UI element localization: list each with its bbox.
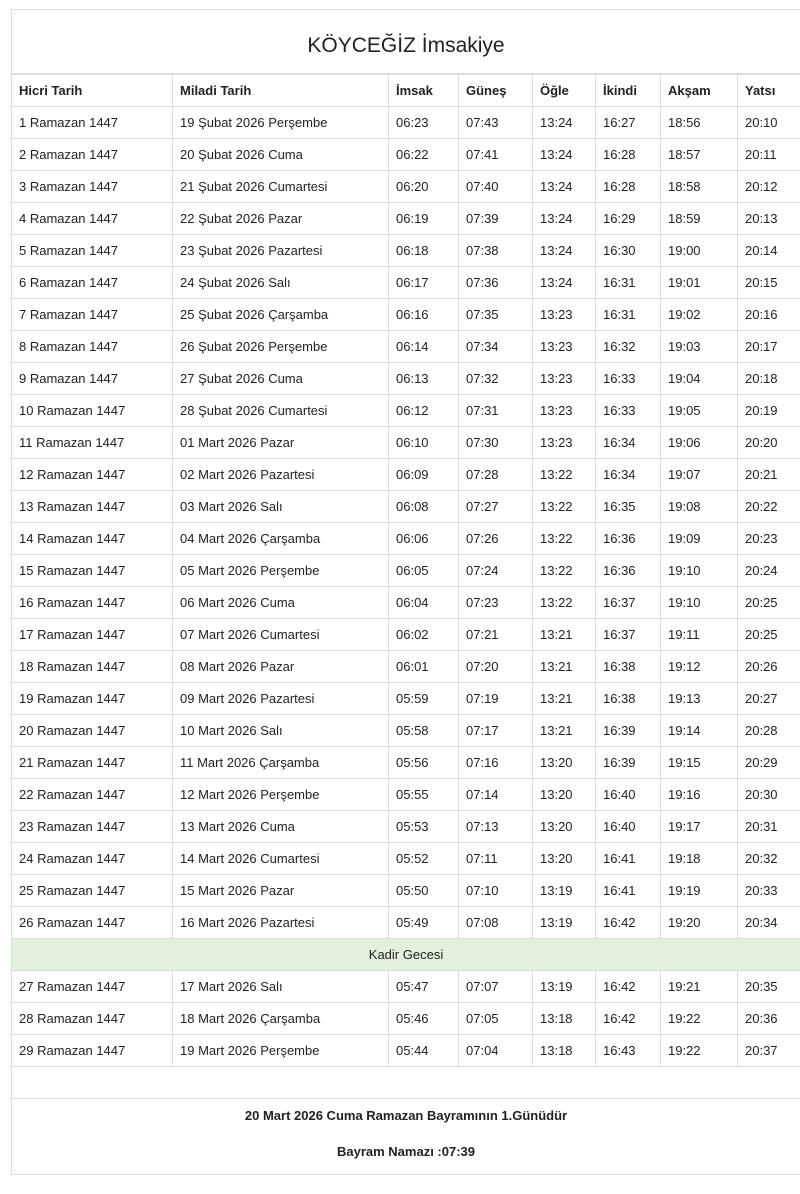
ikindi-time-cell: 16:37 <box>596 619 661 651</box>
miladi-date-cell: 06 Mart 2026 Cuma <box>173 587 389 619</box>
miladi-date-cell: 11 Mart 2026 Çarşamba <box>173 747 389 779</box>
hicri-date-cell: 14 Ramazan 1447 <box>12 523 173 555</box>
gunes-time-cell: 07:14 <box>459 779 533 811</box>
miladi-date-cell: 16 Mart 2026 Pazartesi <box>173 907 389 939</box>
imsak-time-cell: 06:08 <box>389 491 459 523</box>
table-row <box>12 523 800 555</box>
ogle-time-cell: 13:24 <box>533 171 596 203</box>
hicri-date-cell: 16 Ramazan 1447 <box>12 587 173 619</box>
aksam-time-cell: 18:59 <box>661 203 738 235</box>
imsak-time-cell: 06:19 <box>389 203 459 235</box>
column-header-yatsi: Yatsı <box>738 74 800 107</box>
imsak-time-cell: 05:59 <box>389 683 459 715</box>
footer <box>12 1099 800 1169</box>
table-row <box>12 459 800 491</box>
aksam-time-cell: 18:57 <box>661 139 738 171</box>
hicri-date-cell: 18 Ramazan 1447 <box>12 651 173 683</box>
miladi-date-cell: 04 Mart 2026 Çarşamba <box>173 523 389 555</box>
imsak-time-cell: 06:16 <box>389 299 459 331</box>
gunes-time-cell: 07:28 <box>459 459 533 491</box>
table-row <box>12 235 800 267</box>
ogle-time-cell: 13:23 <box>533 427 596 459</box>
gunes-time-cell: 07:10 <box>459 875 533 907</box>
imsak-time-cell: 06:13 <box>389 363 459 395</box>
table-row <box>12 843 800 875</box>
imsak-time-cell: 05:56 <box>389 747 459 779</box>
table-row <box>12 171 800 203</box>
hicri-date-cell: 15 Ramazan 1447 <box>12 555 173 587</box>
ikindi-time-cell: 16:33 <box>596 363 661 395</box>
aksam-time-cell: 19:14 <box>661 715 738 747</box>
ikindi-time-cell: 16:32 <box>596 331 661 363</box>
column-header-ikindi: İkindi <box>596 74 661 107</box>
imsak-time-cell: 06:06 <box>389 523 459 555</box>
hicri-date-cell: 17 Ramazan 1447 <box>12 619 173 651</box>
column-header-miladi: Miladi Tarih <box>173 74 389 107</box>
ogle-time-cell: 13:21 <box>533 715 596 747</box>
hicri-date-cell: 19 Ramazan 1447 <box>12 683 173 715</box>
ogle-time-cell: 13:23 <box>533 395 596 427</box>
ikindi-time-cell: 16:39 <box>596 747 661 779</box>
hicri-date-cell: 27 Ramazan 1447 <box>12 971 173 1003</box>
yatsi-time-cell: 20:19 <box>738 395 800 427</box>
aksam-time-cell: 19:03 <box>661 331 738 363</box>
hicri-date-cell: 25 Ramazan 1447 <box>12 875 173 907</box>
ogle-time-cell: 13:18 <box>533 1003 596 1035</box>
yatsi-time-cell: 20:37 <box>738 1035 800 1067</box>
aksam-time-cell: 18:58 <box>661 171 738 203</box>
aksam-time-cell: 19:19 <box>661 875 738 907</box>
aksam-time-cell: 19:11 <box>661 619 738 651</box>
yatsi-time-cell: 20:16 <box>738 299 800 331</box>
hicri-date-cell: 10 Ramazan 1447 <box>12 395 173 427</box>
imsak-time-cell: 06:23 <box>389 107 459 139</box>
aksam-time-cell: 19:00 <box>661 235 738 267</box>
yatsi-time-cell: 20:15 <box>738 267 800 299</box>
ikindi-time-cell: 16:28 <box>596 139 661 171</box>
ogle-time-cell: 13:23 <box>533 299 596 331</box>
hicri-date-cell: 28 Ramazan 1447 <box>12 1003 173 1035</box>
table-row <box>12 875 800 907</box>
miladi-date-cell: 18 Mart 2026 Çarşamba <box>173 1003 389 1035</box>
hicri-date-cell: 9 Ramazan 1447 <box>12 363 173 395</box>
imsak-time-cell: 05:49 <box>389 907 459 939</box>
imsak-time-cell: 06:02 <box>389 619 459 651</box>
gunes-time-cell: 07:32 <box>459 363 533 395</box>
hicri-date-cell: 2 Ramazan 1447 <box>12 139 173 171</box>
ikindi-time-cell: 16:42 <box>596 907 661 939</box>
yatsi-time-cell: 20:20 <box>738 427 800 459</box>
yatsi-time-cell: 20:31 <box>738 811 800 843</box>
miladi-date-cell: 14 Mart 2026 Cumartesi <box>173 843 389 875</box>
ogle-time-cell: 13:20 <box>533 843 596 875</box>
hicri-date-cell: 13 Ramazan 1447 <box>12 491 173 523</box>
table-header-row <box>12 74 800 107</box>
ikindi-time-cell: 16:35 <box>596 491 661 523</box>
imsak-time-cell: 06:01 <box>389 651 459 683</box>
miladi-date-cell: 03 Mart 2026 Salı <box>173 491 389 523</box>
aksam-time-cell: 19:13 <box>661 683 738 715</box>
ogle-time-cell: 13:21 <box>533 619 596 651</box>
table-row <box>12 299 800 331</box>
miladi-date-cell: 17 Mart 2026 Salı <box>173 971 389 1003</box>
imsak-time-cell: 06:04 <box>389 587 459 619</box>
ogle-time-cell: 13:22 <box>533 587 596 619</box>
yatsi-time-cell: 20:25 <box>738 619 800 651</box>
hicri-date-cell: 11 Ramazan 1447 <box>12 427 173 459</box>
ikindi-time-cell: 16:42 <box>596 1003 661 1035</box>
aksam-time-cell: 19:04 <box>661 363 738 395</box>
imsak-time-cell: 05:44 <box>389 1035 459 1067</box>
miladi-date-cell: 01 Mart 2026 Pazar <box>173 427 389 459</box>
yatsi-time-cell: 20:30 <box>738 779 800 811</box>
ogle-time-cell: 13:23 <box>533 331 596 363</box>
ikindi-time-cell: 16:29 <box>596 203 661 235</box>
hicri-date-cell: 1 Ramazan 1447 <box>12 107 173 139</box>
aksam-time-cell: 19:22 <box>661 1003 738 1035</box>
hicri-date-cell: 6 Ramazan 1447 <box>12 267 173 299</box>
ogle-time-cell: 13:19 <box>533 971 596 1003</box>
ogle-time-cell: 13:18 <box>533 1035 596 1067</box>
gunes-time-cell: 07:43 <box>459 107 533 139</box>
imsak-time-cell: 06:05 <box>389 555 459 587</box>
yatsi-time-cell: 20:32 <box>738 843 800 875</box>
table-row <box>12 555 800 587</box>
ikindi-time-cell: 16:40 <box>596 811 661 843</box>
table-row <box>12 971 800 1003</box>
yatsi-time-cell: 20:12 <box>738 171 800 203</box>
gunes-time-cell: 07:38 <box>459 235 533 267</box>
miladi-date-cell: 15 Mart 2026 Pazar <box>173 875 389 907</box>
aksam-time-cell: 19:05 <box>661 395 738 427</box>
ogle-time-cell: 13:24 <box>533 107 596 139</box>
ogle-time-cell: 13:20 <box>533 811 596 843</box>
column-header-aksam: Akşam <box>661 74 738 107</box>
aksam-time-cell: 19:17 <box>661 811 738 843</box>
table-row <box>12 587 800 619</box>
hicri-date-cell: 29 Ramazan 1447 <box>12 1035 173 1067</box>
ogle-time-cell: 13:23 <box>533 363 596 395</box>
table-body <box>12 107 800 1067</box>
ikindi-time-cell: 16:37 <box>596 587 661 619</box>
hicri-date-cell: 22 Ramazan 1447 <box>12 779 173 811</box>
hicri-date-cell: 8 Ramazan 1447 <box>12 331 173 363</box>
miladi-date-cell: 10 Mart 2026 Salı <box>173 715 389 747</box>
ikindi-time-cell: 16:41 <box>596 843 661 875</box>
hicri-date-cell: 24 Ramazan 1447 <box>12 843 173 875</box>
gunes-time-cell: 07:27 <box>459 491 533 523</box>
miladi-date-cell: 28 Şubat 2026 Cumartesi <box>173 395 389 427</box>
column-header-gunes: Güneş <box>459 74 533 107</box>
imsak-time-cell: 05:53 <box>389 811 459 843</box>
ikindi-time-cell: 16:38 <box>596 651 661 683</box>
miladi-date-cell: 19 Mart 2026 Perşembe <box>173 1035 389 1067</box>
page-title: KÖYCEĞİZ İmsakiye <box>307 34 505 57</box>
table-row <box>12 683 800 715</box>
miladi-date-cell: 24 Şubat 2026 Salı <box>173 267 389 299</box>
ikindi-time-cell: 16:40 <box>596 779 661 811</box>
table-row <box>12 203 800 235</box>
aksam-time-cell: 19:06 <box>661 427 738 459</box>
ikindi-time-cell: 16:42 <box>596 971 661 1003</box>
gunes-time-cell: 07:41 <box>459 139 533 171</box>
yatsi-time-cell: 20:28 <box>738 715 800 747</box>
gunes-time-cell: 07:20 <box>459 651 533 683</box>
yatsi-time-cell: 20:14 <box>738 235 800 267</box>
imsak-time-cell: 06:10 <box>389 427 459 459</box>
imsakiye-panel <box>11 9 800 1175</box>
hicri-date-cell: 23 Ramazan 1447 <box>12 811 173 843</box>
yatsi-time-cell: 20:21 <box>738 459 800 491</box>
aksam-time-cell: 19:01 <box>661 267 738 299</box>
miladi-date-cell: 02 Mart 2026 Pazartesi <box>173 459 389 491</box>
miladi-date-cell: 19 Şubat 2026 Perşembe <box>173 107 389 139</box>
footer-spacer <box>12 1067 800 1099</box>
miladi-date-cell: 20 Şubat 2026 Cuma <box>173 139 389 171</box>
special-night-label: Kadir Gecesi <box>12 939 800 971</box>
table-row <box>12 619 800 651</box>
yatsi-time-cell: 20:23 <box>738 523 800 555</box>
table-row <box>12 331 800 363</box>
imsak-time-cell: 06:22 <box>389 139 459 171</box>
gunes-time-cell: 07:36 <box>459 267 533 299</box>
imsak-time-cell: 05:47 <box>389 971 459 1003</box>
aksam-time-cell: 19:10 <box>661 555 738 587</box>
gunes-time-cell: 07:13 <box>459 811 533 843</box>
hicri-date-cell: 21 Ramazan 1447 <box>12 747 173 779</box>
table-row <box>12 715 800 747</box>
yatsi-time-cell: 20:10 <box>738 107 800 139</box>
ikindi-time-cell: 16:39 <box>596 715 661 747</box>
ogle-time-cell: 13:22 <box>533 459 596 491</box>
yatsi-time-cell: 20:13 <box>738 203 800 235</box>
hicri-date-cell: 20 Ramazan 1447 <box>12 715 173 747</box>
ikindi-time-cell: 16:36 <box>596 523 661 555</box>
miladi-date-cell: 05 Mart 2026 Perşembe <box>173 555 389 587</box>
yatsi-time-cell: 20:36 <box>738 1003 800 1035</box>
ogle-time-cell: 13:20 <box>533 747 596 779</box>
gunes-time-cell: 07:08 <box>459 907 533 939</box>
yatsi-time-cell: 20:25 <box>738 587 800 619</box>
miladi-date-cell: 09 Mart 2026 Pazartesi <box>173 683 389 715</box>
table-row <box>12 107 800 139</box>
gunes-time-cell: 07:16 <box>459 747 533 779</box>
imsak-time-cell: 06:12 <box>389 395 459 427</box>
column-header-ogle: Öğle <box>533 74 596 107</box>
miladi-date-cell: 25 Şubat 2026 Çarşamba <box>173 299 389 331</box>
imsak-time-cell: 05:55 <box>389 779 459 811</box>
gunes-time-cell: 07:17 <box>459 715 533 747</box>
gunes-time-cell: 07:34 <box>459 331 533 363</box>
gunes-time-cell: 07:04 <box>459 1035 533 1067</box>
table-row <box>12 1003 800 1035</box>
table-row <box>12 779 800 811</box>
ogle-time-cell: 13:21 <box>533 651 596 683</box>
yatsi-time-cell: 20:11 <box>738 139 800 171</box>
imsak-time-cell: 06:18 <box>389 235 459 267</box>
ogle-time-cell: 13:22 <box>533 491 596 523</box>
gunes-time-cell: 07:23 <box>459 587 533 619</box>
imsak-time-cell: 06:09 <box>389 459 459 491</box>
ikindi-time-cell: 16:34 <box>596 459 661 491</box>
gunes-time-cell: 07:26 <box>459 523 533 555</box>
yatsi-time-cell: 20:24 <box>738 555 800 587</box>
imsak-time-cell: 06:20 <box>389 171 459 203</box>
ogle-time-cell: 13:24 <box>533 267 596 299</box>
ikindi-time-cell: 16:43 <box>596 1035 661 1067</box>
ikindi-time-cell: 16:41 <box>596 875 661 907</box>
hicri-date-cell: 3 Ramazan 1447 <box>12 171 173 203</box>
ikindi-time-cell: 16:27 <box>596 107 661 139</box>
gunes-time-cell: 07:39 <box>459 203 533 235</box>
aksam-time-cell: 19:16 <box>661 779 738 811</box>
table-row <box>12 491 800 523</box>
imsak-time-cell: 06:17 <box>389 267 459 299</box>
bayram-note: 20 Mart 2026 Cuma Ramazan Bayramının 1.Günüdür <box>244 1108 568 1123</box>
yatsi-time-cell: 20:22 <box>738 491 800 523</box>
yatsi-time-cell: 20:35 <box>738 971 800 1003</box>
imsak-time-cell: 05:46 <box>389 1003 459 1035</box>
gunes-time-cell: 07:24 <box>459 555 533 587</box>
yatsi-time-cell: 20:17 <box>738 331 800 363</box>
hicri-date-cell: 4 Ramazan 1447 <box>12 203 173 235</box>
gunes-time-cell: 07:05 <box>459 1003 533 1035</box>
gunes-time-cell: 07:21 <box>459 619 533 651</box>
table-row <box>12 747 800 779</box>
ikindi-time-cell: 16:34 <box>596 427 661 459</box>
kadir-gecesi-row <box>12 939 800 971</box>
table-row <box>12 651 800 683</box>
column-header-hicri: Hicri Tarih <box>12 74 173 107</box>
gunes-time-cell: 07:31 <box>459 395 533 427</box>
aksam-time-cell: 19:12 <box>661 651 738 683</box>
yatsi-time-cell: 20:33 <box>738 875 800 907</box>
ogle-time-cell: 13:22 <box>533 523 596 555</box>
ikindi-time-cell: 16:33 <box>596 395 661 427</box>
column-header-imsak: İmsak <box>389 74 459 107</box>
table-row <box>12 395 800 427</box>
aksam-time-cell: 19:10 <box>661 587 738 619</box>
aksam-time-cell: 19:07 <box>661 459 738 491</box>
ikindi-time-cell: 16:36 <box>596 555 661 587</box>
ikindi-time-cell: 16:31 <box>596 299 661 331</box>
miladi-date-cell: 26 Şubat 2026 Perşembe <box>173 331 389 363</box>
miladi-date-cell: 12 Mart 2026 Perşembe <box>173 779 389 811</box>
yatsi-time-cell: 20:26 <box>738 651 800 683</box>
miladi-date-cell: 07 Mart 2026 Cumartesi <box>173 619 389 651</box>
miladi-date-cell: 08 Mart 2026 Pazar <box>173 651 389 683</box>
imsakiye-table <box>11 73 800 1067</box>
aksam-time-cell: 19:09 <box>661 523 738 555</box>
hicri-date-cell: 26 Ramazan 1447 <box>12 907 173 939</box>
ogle-time-cell: 13:21 <box>533 683 596 715</box>
aksam-time-cell: 19:22 <box>661 1035 738 1067</box>
aksam-time-cell: 19:20 <box>661 907 738 939</box>
imsak-time-cell: 06:14 <box>389 331 459 363</box>
hicri-date-cell: 7 Ramazan 1447 <box>12 299 173 331</box>
table-row <box>12 811 800 843</box>
gunes-time-cell: 07:30 <box>459 427 533 459</box>
ogle-time-cell: 13:24 <box>533 235 596 267</box>
aksam-time-cell: 19:18 <box>661 843 738 875</box>
gunes-time-cell: 07:35 <box>459 299 533 331</box>
bayram-namazi-time: Bayram Namazı :07:39 <box>336 1144 476 1159</box>
aksam-time-cell: 18:56 <box>661 107 738 139</box>
gunes-time-cell: 07:19 <box>459 683 533 715</box>
miladi-date-cell: 22 Şubat 2026 Pazar <box>173 203 389 235</box>
ikindi-time-cell: 16:31 <box>596 267 661 299</box>
table-row <box>12 139 800 171</box>
imsak-time-cell: 05:58 <box>389 715 459 747</box>
aksam-time-cell: 19:21 <box>661 971 738 1003</box>
yatsi-time-cell: 20:34 <box>738 907 800 939</box>
ikindi-time-cell: 16:28 <box>596 171 661 203</box>
ogle-time-cell: 13:19 <box>533 875 596 907</box>
yatsi-time-cell: 20:18 <box>738 363 800 395</box>
ogle-time-cell: 13:24 <box>533 139 596 171</box>
imsak-time-cell: 05:50 <box>389 875 459 907</box>
gunes-time-cell: 07:11 <box>459 843 533 875</box>
ogle-time-cell: 13:19 <box>533 907 596 939</box>
hicri-date-cell: 5 Ramazan 1447 <box>12 235 173 267</box>
aksam-time-cell: 19:02 <box>661 299 738 331</box>
table-row <box>12 363 800 395</box>
miladi-date-cell: 13 Mart 2026 Cuma <box>173 811 389 843</box>
miladi-date-cell: 27 Şubat 2026 Cuma <box>173 363 389 395</box>
gunes-time-cell: 07:07 <box>459 971 533 1003</box>
table-row <box>12 907 800 939</box>
ogle-time-cell: 13:24 <box>533 203 596 235</box>
table-row <box>12 267 800 299</box>
miladi-date-cell: 21 Şubat 2026 Cumartesi <box>173 171 389 203</box>
miladi-date-cell: 23 Şubat 2026 Pazartesi <box>173 235 389 267</box>
hicri-date-cell: 12 Ramazan 1447 <box>12 459 173 491</box>
gunes-time-cell: 07:40 <box>459 171 533 203</box>
table-row <box>12 1035 800 1067</box>
ikindi-time-cell: 16:38 <box>596 683 661 715</box>
ogle-time-cell: 13:22 <box>533 555 596 587</box>
ikindi-time-cell: 16:30 <box>596 235 661 267</box>
aksam-time-cell: 19:08 <box>661 491 738 523</box>
imsak-time-cell: 05:52 <box>389 843 459 875</box>
yatsi-time-cell: 20:27 <box>738 683 800 715</box>
yatsi-time-cell: 20:29 <box>738 747 800 779</box>
ogle-time-cell: 13:20 <box>533 779 596 811</box>
aksam-time-cell: 19:15 <box>661 747 738 779</box>
table-row <box>12 427 800 459</box>
